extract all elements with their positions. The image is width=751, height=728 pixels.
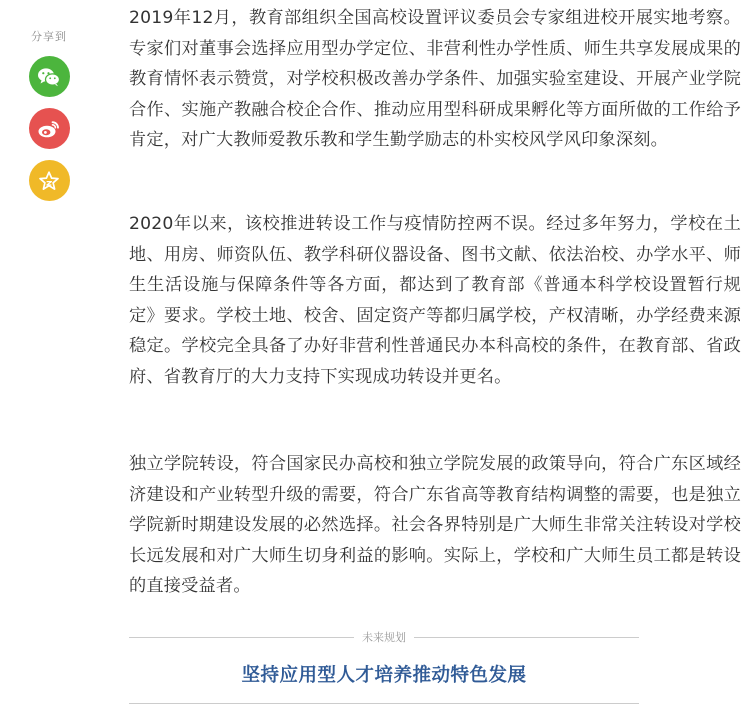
divider-line-right: [414, 637, 639, 638]
section-bottom-rule: [129, 703, 639, 704]
divider-line-left: [129, 637, 354, 638]
share-rail: [26, 28, 72, 212]
weibo-icon: [37, 119, 61, 139]
article-paragraph: 独立学院转设，符合国家民办高校和独立学院发展的政策导向，符合广东区域经济建设和产业转型升级的需要，符合广东省高等教育结构调整的需要，也是独立学院新时期建设发展的必然选择。社会各界特别是广大师生非常关注转设对学校长远发展和对广大师生切身利益的影响。实际上，学校和广大师生员工都是转设的直接受益者。: [129, 454, 741, 596]
favorite-star-icon: [38, 170, 60, 192]
wechat-icon: [37, 67, 61, 87]
article-paragraph: 2020年以来，该校推进转设工作与疫情防控两不误。经过多年努力，学校在土地、用房、师资队伍、教学科研仪器设备、图书文献、依法治校、办学水平、师生生活设施与保障条件等各方面，都达到了教育部《普通本科学校设置暂行规定》要求。学校土地、校舍、固定资产等都归属学校，产权清晰，办学经费来源稳定。学校完全具备了办好非营利性普通民办本科高校的条件，在教育部、省政府、省教育厅的大力支持下实现成功转设并更名。: [129, 214, 741, 387]
share-label: 分享到: [31, 30, 67, 43]
share-weibo-button[interactable]: [29, 108, 70, 149]
section-heading: 坚持应用型人才培养推动特色发展: [241, 665, 527, 686]
article-paragraph: 2019年12月，教育部组织全国高校设置评议委员会专家组进校开展实地考察。专家们对董事会选择应用型办学定位、非营利性办学性质、师生共享发展成果的教育情怀表示赞赏，对学校积极改善办学条件、加强实验室建设、开展产业学院合作、实施产教融合校企合作、推动应用型科研成果孵化等方面所做的工作给予肯定，对广大教师爱教乐教和学生勤学励志的朴实校风学风印象深刻。: [129, 8, 741, 150]
section-divider: [129, 627, 639, 647]
share-wechat-button[interactable]: [29, 56, 70, 97]
section-divider-label: 未来规划: [362, 631, 406, 644]
share-favorite-button[interactable]: [29, 160, 70, 201]
